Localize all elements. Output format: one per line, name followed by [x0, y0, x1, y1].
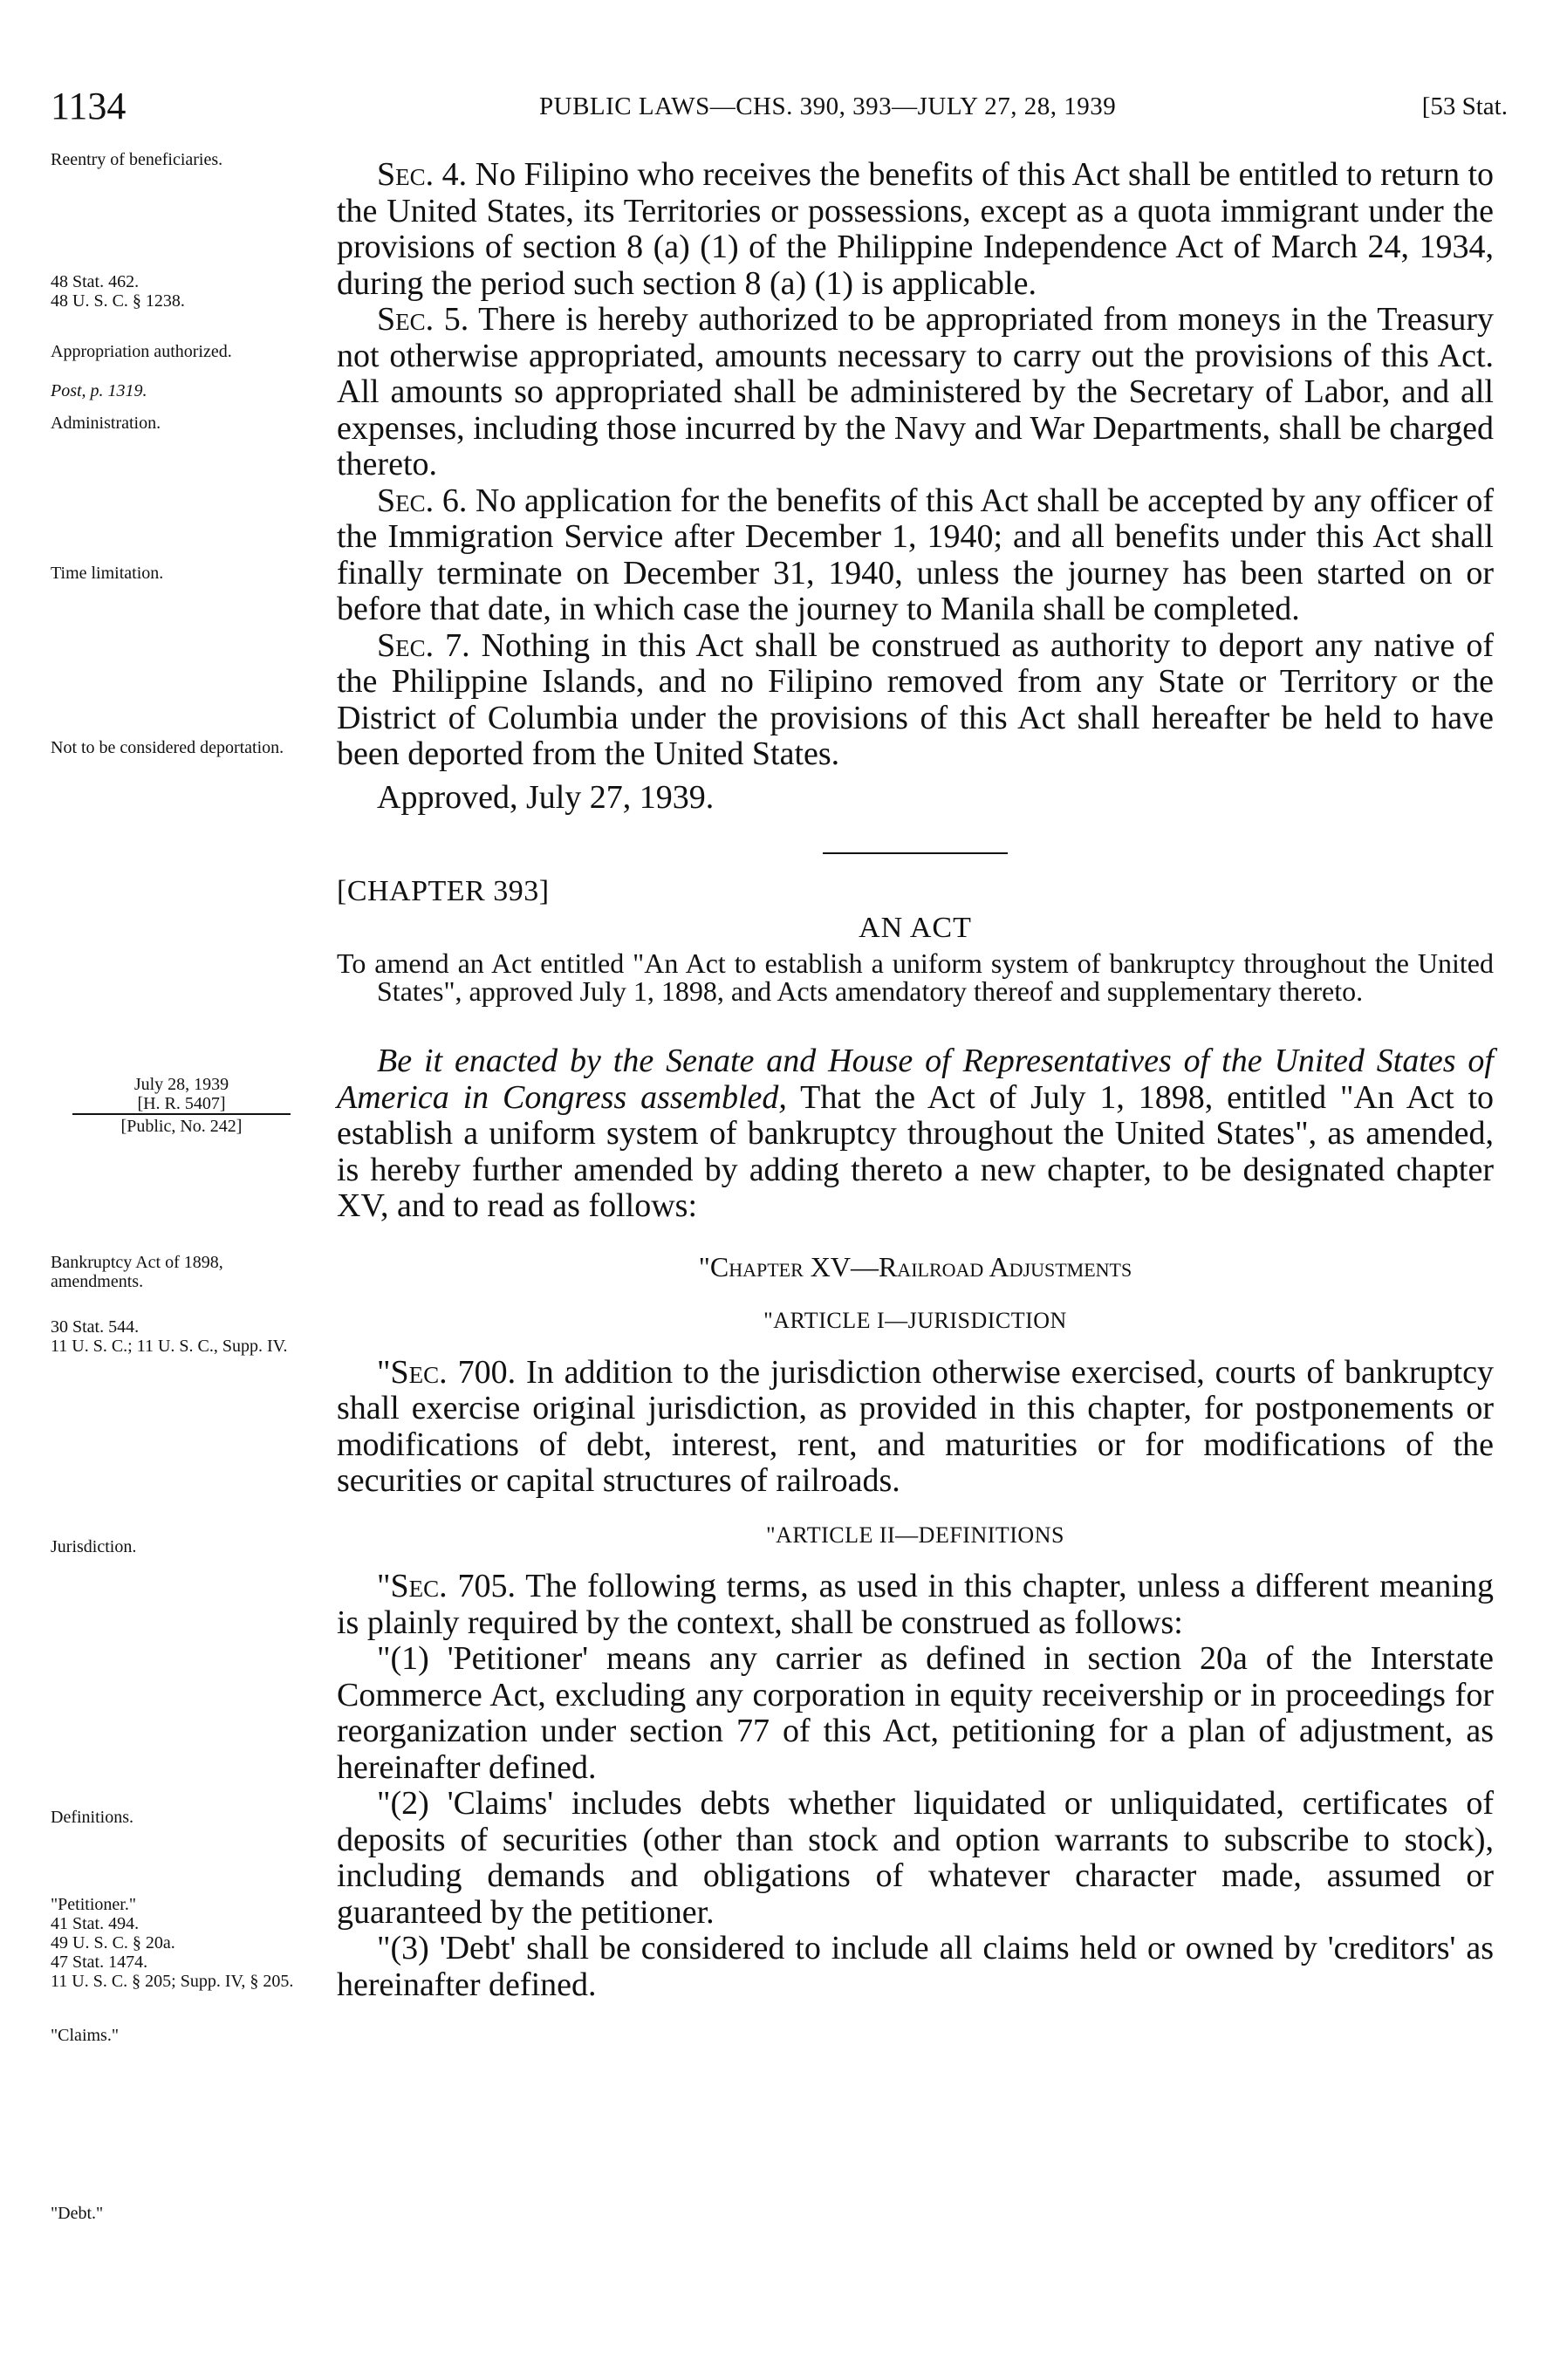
public-law-number: [Public, No. 242] [72, 1113, 291, 1136]
an-act-heading: AN ACT [859, 911, 972, 944]
section-text: No Filipino who receives the benefits of this Act shall be entitled to return to the United States, its Territories or possessions, except as a quota immigrant under the provisions of section 8 (a) (1) of the Philippine Independence Act of March 24, 1934, during the period such section 8 (a) (1) is applicable. [337, 156, 1495, 302]
enacting-formula: Be it enacted by the Senate and House of Representatives of the United States of America in Congress assembled, [337, 1043, 1494, 1116]
section-4 [337, 157, 1494, 302]
section-label: "Sec. 705. [377, 1568, 517, 1604]
act-title: To amend an Act entitled "An Act to establish a uniform system of bankruptcy throughout the United States", approved July 1, 1898, and Acts amendatory thereof and supplementary thereto. [337, 947, 1494, 1007]
definition-petitioner: "(1) 'Petitioner' means any carrier as defined in section 20a of the Interstate Commerce Act, excluding any corporation in equity receivership or in proceedings for reorganization under section 77 of this Act, petitioning for a plan of adjustment, as hereinafter defined. [337, 1640, 1494, 1786]
section-label: Sec. 4. [377, 156, 468, 193]
article-heading: "ARTICLE I—JURISDICTION [763, 1308, 1067, 1333]
section-6 [337, 483, 1494, 628]
bill-info [51, 1075, 312, 1136]
section-text: In addition to the jurisdiction otherwise exercised, courts of bankruptcy shall exercise original jurisdiction, as provided in this chapter, for postponements or modifications of debt, interest, rent, and maturities or for modifications of the securities or capital structures of railroads. [337, 1353, 1494, 1499]
section-705 [337, 1569, 1494, 1641]
definition-debt: "(3) 'Debt' shall be considered to include all claims held or owned by 'creditors' as hereinafter defined. [337, 1930, 1494, 2003]
margin-note-time-limitation: Time limitation. [51, 564, 164, 583]
margin-note-appropriation: Appropriation authorized. [51, 342, 232, 361]
bill-date: July 28, 1939 [133, 1075, 229, 1094]
section-text: No application for the benefits of this Act shall be accepted by any officer of the Immigration Service after December 1, 1940; and all benefits under this Act shall finally terminate on December 31, 1940, unless the journey has been started on or before that date, in which case the journey to Manila shall be completed. [337, 482, 1495, 627]
margin-note-post: Post, p. 1319. [51, 381, 147, 400]
margin-note-bankruptcy: Bankruptcy Act of 1898, amendments. [51, 1253, 223, 1291]
main-text [337, 157, 1494, 2003]
section-700 [337, 1355, 1494, 1500]
enacting-clause [337, 1043, 1494, 1225]
margin-note-jurisdiction: Jurisdiction. [51, 1537, 137, 1556]
margin-note-cite: 11 U. S. C.; 11 U. S. C., Supp. IV. [51, 1337, 288, 1356]
article-heading: "ARTICLE II—DEFINITIONS [766, 1522, 1064, 1548]
margin-note-cite: 47 Stat. 1474. [51, 1953, 148, 1972]
margin-note-cite: 48 Stat. 462. [51, 272, 140, 291]
section-text: Nothing in this Act shall be construed as authority to deport any native of the Philippine Islands, and no Filipino removed from any State or Territory or the District of Columbia under the provisions of this Act shall hereafter be held to have been deported from the United States. [337, 626, 1495, 772]
margin-note-cite: 48 U. S. C. § 1238. [51, 291, 185, 311]
section-divider [823, 852, 1008, 854]
margin-note-definitions: Definitions. [51, 1808, 133, 1827]
bill-number: [H. R. 5407] [137, 1094, 226, 1113]
section-label: Sec. 5. [377, 301, 469, 338]
section-label: Sec. 6. [377, 482, 468, 519]
margin-note-cite: 49 U. S. C. § 20a. [51, 1933, 175, 1953]
definition-claims: "(2) 'Claims' includes debts whether liquidated or unliquidated, certificates of deposits of securities (other than stock and option warrants to subscribe to stock), including demands and obligations of whatever character made, assumed or guaranteed by the petitioner. [337, 1785, 1494, 1931]
margin-note-debt: "Debt." [51, 2204, 104, 2223]
margin-note-cite: 41 Stat. 494. [51, 1914, 140, 1933]
section-label: Sec. 7. [377, 626, 470, 664]
section-text: The following terms, as used in this chapter, unless a different meaning is plainly required by the context, shall be construed as follows: [337, 1568, 1494, 1641]
section-7 [337, 628, 1494, 773]
section-5 [337, 302, 1494, 483]
running-head: PUBLIC LAWS—CHS. 390, 393—JULY 27, 28, 1939 [539, 92, 1117, 120]
margin-note-cite: 11 U. S. C. § 205; Supp. IV, § 205. [51, 1972, 294, 1991]
margin-note-claims: "Claims." [51, 2026, 119, 2045]
page-number: 1134 [51, 85, 127, 127]
enacting-text: That the Act of July 1, 1898, entitled "An Act to establish a uniform system of bankruptcy throughout the United States", as amended, is hereby further amended by adding thereto a new chapter, to be designated chapter XV, and to read as follows: [337, 1078, 1495, 1224]
chapter-heading: "Chapter XV—Railroad Adjustments [698, 1250, 1132, 1282]
section-text: There is hereby authorized to be appropriated from moneys in the Treasury not otherwise appropriated, amounts necessary to carry out the provisions of this Act. All amounts so appropriated shall be administered by the Secretary of Labor, and all expenses, including those incurred by the Navy and War Departments, shall be charged thereto. [337, 301, 1494, 482]
volume-reference: [53 Stat. [1421, 92, 1508, 120]
margin-note-cite: 30 Stat. 544. [51, 1317, 140, 1337]
margin-note-petitioner: "Petitioner." [51, 1895, 136, 1914]
margin-note-reentry: Reentry of beneficiaries. [51, 150, 223, 169]
margin-note-deportation: Not to be considered deportation. [51, 738, 284, 757]
margin-note-administration: Administration. [51, 414, 161, 433]
chapter-number: [CHAPTER 393] [337, 875, 550, 907]
approval-date: Approved, July 27, 1939. [377, 778, 715, 816]
section-label: "Sec. 700. [377, 1353, 517, 1391]
page-header [51, 84, 1508, 127]
